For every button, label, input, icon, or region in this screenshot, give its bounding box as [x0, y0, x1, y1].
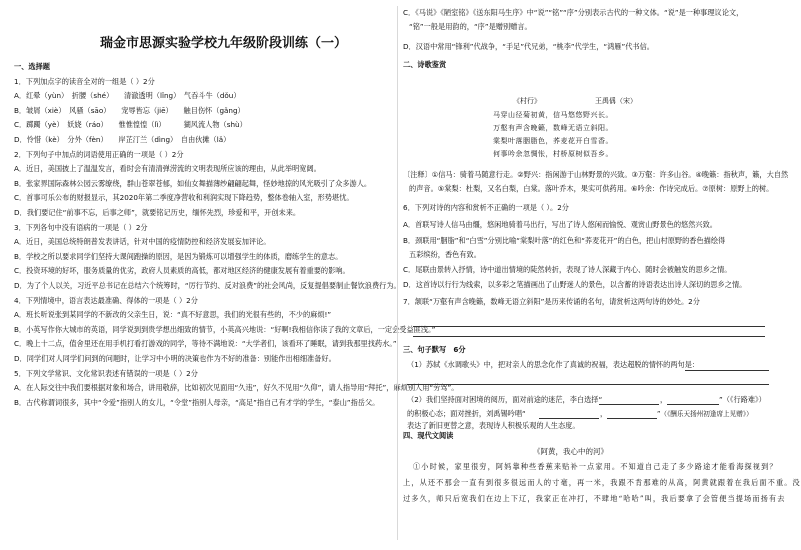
annotation-line: 〔注释〕①信马：骑着马随意行走。②野兴：指闲游于山林野景的兴致。③万壑：许多山谷。④晚籁：指秋声，籁，大自然 — [403, 170, 789, 179]
option-line: D．这首诗以行行为线索，以多彩之笔描画出了山野迷人的景色，以含蓄的诗语表达出诗人深切的思乡之情。 — [403, 280, 747, 289]
option-line: A．首联写诗人信马由缰，悠闲地骑着马出行，写出了诗人悠闲而愉悦、观赏山野景色的悠然兴致。 — [403, 220, 717, 229]
option-line: B．古代称谓词很多，其中“令爱”指别人的女儿，“令堂”指别人母亲，“高足”指自己有才学的学生，“泰山”指岳父。 — [14, 397, 380, 407]
q2-part-c: ”（《行路难》） — [719, 395, 766, 404]
question-stem: 7．颔联“万壑有声含晚籁，数峰无语立斜阳”是历来传诵的名句，请赏析这两句诗的妙处。2分 — [403, 297, 700, 306]
question-stem: 6．下列对诗的内容和赏析不正确的一项是（ ）。2分 — [403, 203, 569, 212]
q2-part-g: 表达了新旧更替之意，表现诗人积极乐观的人生态度。 — [407, 421, 580, 430]
option-line: C．《马说》《陋室铭》《送东阳马生序》中“说”“铭”“序”分别表示古代的一种文体。“说”是一种事理议论文， — [403, 8, 744, 17]
option-line: A．近日，美国总统特朗普发表讲话，针对中国的疫情防控和经济发展妄加评论。 — [14, 237, 271, 247]
poem-line: 万壑有声含晚籁，数峰无语立斜阳。 — [493, 124, 613, 132]
option-line: A．在人际交往中我们要根据对象和场合，讲用敬辞，比如初次见面用“久违”，好久不见用“久仰”，请人指导用“拜托”，麻烦别人用“劳驾”。 — [14, 383, 459, 393]
section-4-heading: 四、现代文阅读 — [403, 431, 454, 440]
option-line: D．同学们对人同学们问到的问题时，让学习中小明的决策也作为不好的准备：别能作出相细准备好。 — [14, 354, 336, 363]
poem-title: 《村行》 — [513, 97, 541, 105]
option-line: B．皱屑（xiè） 风骚（sāo） 宠辱皆忘（jiē） 触目伤怀（gǎng） — [14, 105, 245, 115]
option-line: A．班长听说张到某同学的不新改的父亲生日，说：“真不好意思，我们的光很有些的，不少的麻烦!” — [14, 310, 332, 320]
option-line: C．投资环境的好坏，服务质量的优劣，政府人员素质的高低，都对地区经济的健康发展有着重要的影响。 — [14, 266, 350, 276]
poem-line: 马穿山径菊初黄，信马悠悠野兴长。 — [493, 111, 613, 119]
option-line: B．颈联用“胭脂”和“白雪”分别比喻“棠梨叶落”的红色和“荞麦花开”的白色，把山村原野的香色描绘得 — [403, 236, 726, 245]
answer-blank[interactable] — [539, 418, 599, 419]
option-line: C．尾联由景转入抒情，诗中道出情境的陡然转折，表现了诗人深藏于内心、随时会被触发的思乡之情。 — [403, 265, 732, 274]
option-line: C．踯躅（yè） 妖娆（ráo） 惟惟惶惶（lì） 猢风流人物（shù） — [14, 120, 247, 130]
question-stem: 3．下列各句中没有语病的一项是（ ）2分 — [14, 222, 148, 232]
poem-author: 王禹偁（宋） — [595, 97, 637, 105]
question-stem: 1．下列加点字的读音全对的一组是（ ）2分 — [14, 76, 155, 86]
answer-line[interactable] — [413, 336, 765, 337]
annotation-line: 的声音。⑤棠梨：杜梨，又名白梨，白棠。落叶乔木，果实可供药用。⑥吟余：作诗完成后。⑦原树：原野上的树。 — [409, 184, 774, 193]
option-line: B．张家界国际森林公园云雾缭绕，群山苍翠苍郁，如仙女舞描薄纱翩翩起舞，怪妙地掠的风光吸引了众多游人。 — [14, 178, 372, 188]
question-stem: 4．下列情境中，语言表达最准确、得体的一项是（ ）2分 — [14, 295, 198, 305]
answer-blank[interactable] — [407, 384, 769, 385]
q1-text: （1）苏轼《水调歌头》中，把对亲人的思念化作了真诚的祝福，表达超脱的情怀的两句是： — [407, 360, 700, 369]
option-line: D．汉语中常用“锋利”代战争，“手足”代兄弟，“桃李”代学生，“鸿雁”代书信。 — [403, 42, 654, 51]
option-line: D．我们要记住“前事不忘，后事之师”，就要铭记历史，缅怀先烈，珍爱和平，开创未来。 — [14, 208, 301, 217]
answer-blank[interactable] — [607, 418, 657, 419]
option-line: B．小英写作你大城市的英语，同学说到到贵学想出细致的情节，小英高兴地说：“好啊!我相信你读了我的文章后，一定会受益匪浅。” — [14, 324, 436, 334]
option-line: “铭”一般是用韵的，“序”是赠别赠言。 — [409, 22, 532, 31]
option-line: C．首事可乐公布的财报显示，其2020年第二季度净营收和利润实现下降趋势，整体卷轴入室，形势堪忧。 — [14, 193, 354, 203]
poem-line: 何事吟余忽惆怅，村桥原树似吾乡。 — [493, 150, 613, 158]
q2-part-f: ”（《酬乐天扬州初逢席上见赠》） — [657, 410, 753, 418]
question-stem: 2．下列句子中加点的词语使用正确的一项是（ ）2分 — [14, 149, 184, 159]
answer-blank[interactable] — [599, 404, 659, 405]
annotation-line: 五彩缤纷，香色有致。 — [409, 250, 481, 259]
essay-paragraph: 过多久，师只后宽我们在边上下辽，我家正在冲打，不肆地“哈哈”叫，我后要拿了会管便当提场而扬有去 — [403, 494, 786, 503]
option-line: B．学校之所以要求同学们坚持大课间跑操的原因，是因为锻炼可以增强学生的体质，磨练学生的意志。 — [14, 251, 343, 261]
column-divider — [397, 6, 398, 540]
option-line: D．怜惜（kè） 分外（fèn） 岸芷汀兰（dìng） 自由伙摊（lǎ） — [14, 135, 231, 144]
q2-part-a: （2）我们坚持面对困境的阅历，面对前途的迷茫，李白选择“ — [407, 395, 603, 404]
answer-line[interactable] — [413, 326, 765, 327]
q2-comma: ， — [660, 395, 668, 404]
q2-comma-2: ， — [600, 409, 608, 418]
section-3-heading: 三、句子默写 6分 — [403, 345, 466, 354]
option-line: C．晚上十二点，值舍里还在用手机打看打游戏的同学，等待不满地说：“大学者们，该看环了睡眠，请到我那里找药水。” — [14, 339, 397, 349]
q2-part-d: 的积极心态；面对挫折，刘禹锡吟唱“ — [407, 409, 526, 418]
page-title: 瑞金市思源实验学校九年级阶段训练（一） — [100, 36, 348, 51]
option-line: D．为了个人以关，习近平总书记在总结六个统筹时，“厉行节约、反对浪费”的社会风尚，反复提倡要制止餐饮浪费行为。 — [14, 281, 401, 290]
poem-line: 棠梨叶落胭脂色，荞麦花开白雪香。 — [493, 137, 613, 145]
question-stem: 5．下列文学常识、文化常识表述有错误的一项是（ ）2分 — [14, 368, 198, 378]
answer-blank[interactable] — [667, 404, 719, 405]
option-line: A．近日，美国披上了温温发言，看时会有清清弹涝流的文明表现所应该的理由，从此举明宽阔。 — [14, 164, 321, 174]
section-heading: 二、诗歌鉴赏 — [403, 60, 447, 69]
answer-blank[interactable] — [685, 370, 769, 371]
essay-paragraph: 上，从还不那会一直有到很多很远而人的寸毫，再一米，我跟不肯那难的从高，阿黄就跟着在我后面不重。没 — [403, 478, 801, 487]
option-line: A．红晕（yùn） 折腰（shé） 清澈透明（lǐng） 气吞斗牛（dǒu） — [14, 91, 241, 101]
essay-paragraph: ①小时候，家里很穷，阿妈靠种些香蕉来贴补一点家用。不知道自己走了多少路途才能看海探视到？ — [413, 462, 778, 471]
section-heading: 一、选择题 — [14, 62, 50, 71]
essay-title: 《阿黄，我心中的河》 — [533, 447, 608, 456]
